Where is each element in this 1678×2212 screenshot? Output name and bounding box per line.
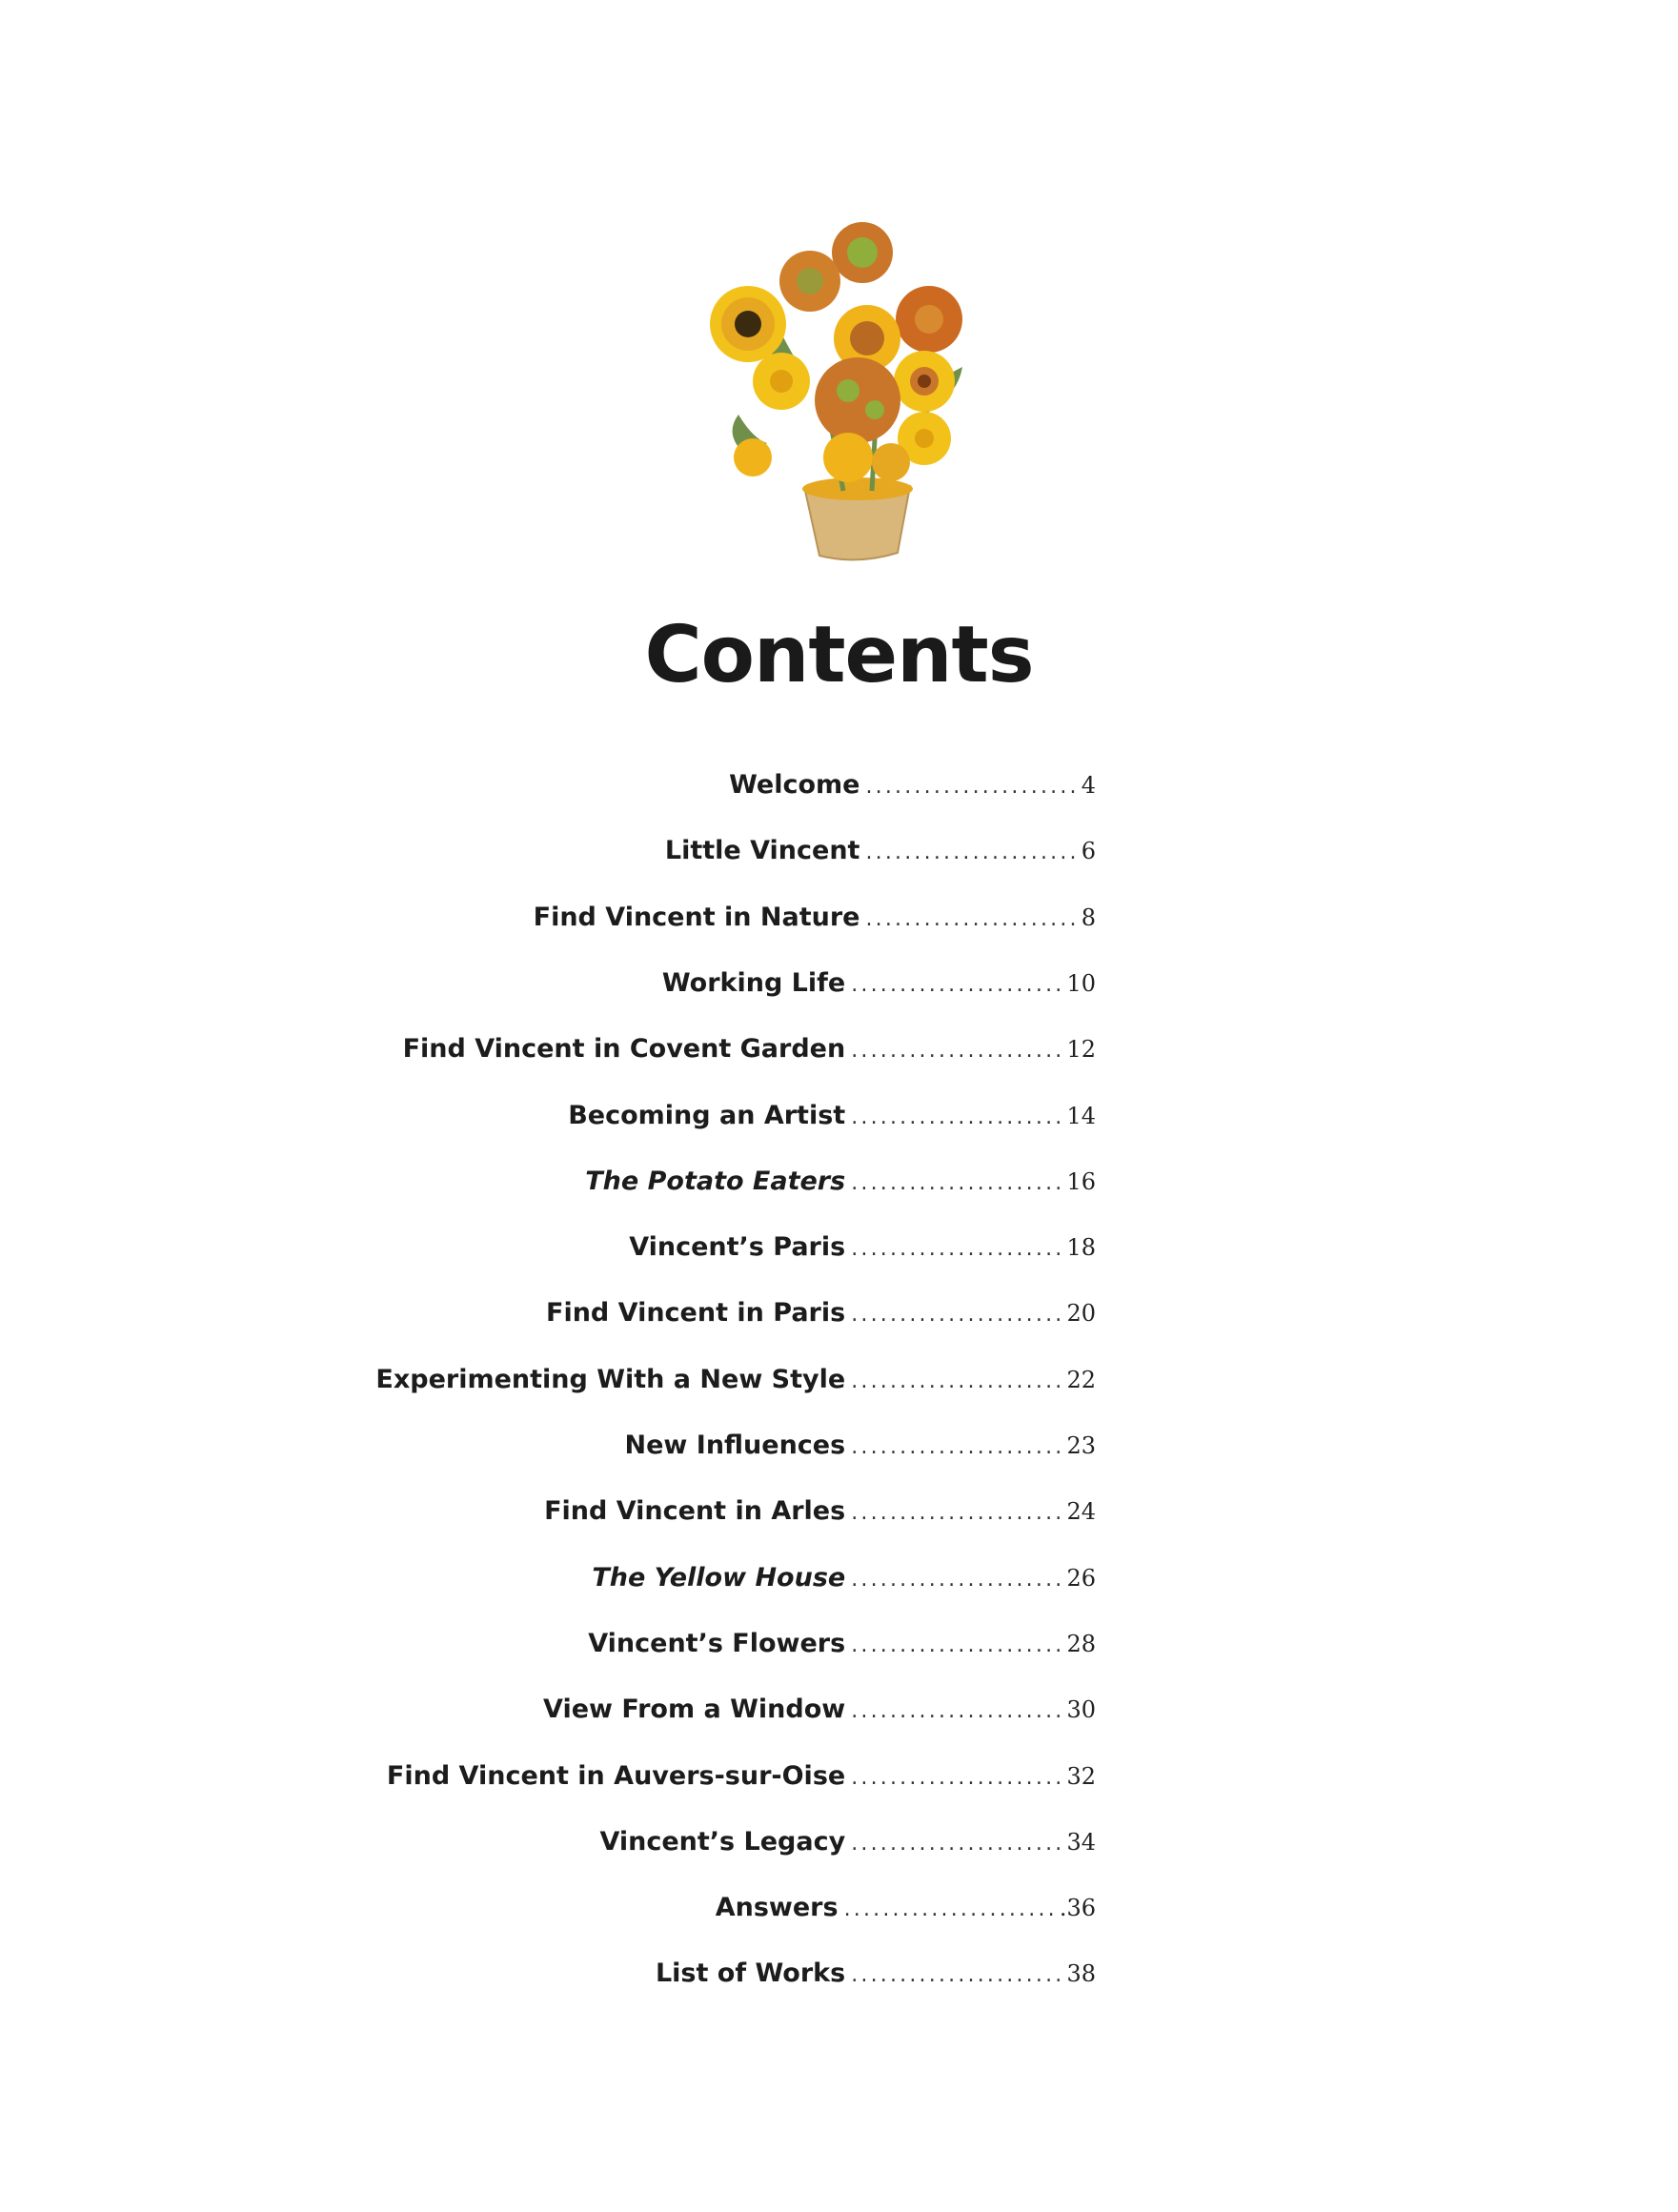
toc-leader-dots: ...................... [851, 1699, 1065, 1724]
toc-entry-title: The Yellow House [592, 1562, 846, 1593]
toc-entry[interactable] [665, 836, 1096, 874]
toc-entry-title: Find Vincent in Paris [546, 1298, 846, 1329]
toc-entry-title: Vincent’s Flowers [588, 1628, 846, 1658]
toc-entry-title: Find Vincent in Covent Garden [402, 1034, 846, 1065]
toc-page-number: 28 [1066, 1630, 1096, 1657]
toc-page-number: 8 [1081, 903, 1096, 931]
toc-entry[interactable] [387, 1761, 1096, 1799]
toc-leader-dots: ...................... [851, 1105, 1065, 1129]
toc-entry-title: Find Vincent in Auvers-sur-Oise [386, 1760, 846, 1791]
toc-leader-dots: ...................... [851, 1237, 1065, 1262]
page-title: Contents [644, 610, 1034, 700]
toc-entry-title: Answers [715, 1893, 839, 1923]
toc-entry[interactable] [599, 1827, 1096, 1865]
toc-page-number: 22 [1066, 1366, 1096, 1393]
sunflowers-vase-icon [686, 214, 1010, 567]
toc-entry-title: Experimenting With a New Style [375, 1364, 846, 1394]
toc-entry[interactable] [656, 1958, 1096, 1997]
toc-leader-dots: ...................... [851, 1831, 1065, 1856]
toc-page-number: 23 [1066, 1432, 1096, 1459]
toc-leader-dots: ...................... [851, 1039, 1065, 1064]
toc-page-number: 6 [1081, 838, 1096, 865]
toc-leader-dots: ...................... [865, 841, 1080, 865]
toc-page-number: 38 [1066, 1960, 1096, 1988]
toc-entry-title: Welcome [729, 770, 860, 800]
toc-entry-title: New Influences [624, 1431, 846, 1460]
toc-entry[interactable] [375, 1365, 1096, 1403]
toc-leader-dots: ...................... [843, 1897, 1058, 1922]
toc-entry[interactable] [592, 1563, 1096, 1601]
toc-entry[interactable] [568, 1101, 1096, 1139]
toc-leader-dots: ...................... [865, 775, 1080, 799]
toc-entry-title: Vincent’s Legacy [599, 1826, 846, 1857]
toc-entry-title: Little Vincent [664, 836, 860, 866]
toc-entry-title: Vincent’s Paris [629, 1232, 846, 1263]
toc-page-number: 12 [1066, 1036, 1096, 1064]
toc-leader-dots: ...................... [851, 1303, 1065, 1328]
toc-entry[interactable] [546, 1298, 1096, 1336]
toc-entry[interactable] [716, 1893, 1096, 1931]
toc-leader-dots: ...................... [851, 1501, 1065, 1526]
toc-entry-title: View From a Window [543, 1695, 846, 1725]
toc-page-number: 30 [1066, 1696, 1096, 1724]
toc-entry[interactable] [543, 1695, 1096, 1733]
toc-page-number: 18 [1066, 1234, 1096, 1262]
toc-entry-title: Find Vincent in Nature [533, 902, 860, 932]
toc-entry[interactable] [403, 1034, 1096, 1072]
toc-page-number: 24 [1066, 1498, 1096, 1526]
toc-page-number: 32 [1066, 1762, 1096, 1790]
toc-entry-title: Find Vincent in Arles [544, 1496, 846, 1527]
toc-leader-dots: ...................... [851, 972, 1065, 997]
toc-page-number: 20 [1066, 1300, 1096, 1328]
toc-entry[interactable] [625, 1431, 1096, 1469]
toc-leader-dots: ...................... [851, 1369, 1065, 1393]
toc-entry[interactable] [534, 903, 1096, 941]
toc-entry[interactable] [662, 968, 1096, 1006]
toc-page-number: 14 [1066, 1102, 1096, 1129]
toc-page-number: .36 [1059, 1895, 1096, 1922]
toc-entry-title: The Potato Eaters [585, 1166, 846, 1196]
toc-page-number: 34 [1066, 1828, 1096, 1856]
toc-leader-dots: ...................... [851, 1435, 1065, 1459]
toc-leader-dots: ...................... [851, 1765, 1065, 1790]
toc-leader-dots: ...................... [851, 1963, 1065, 1988]
toc-leader-dots: ...................... [851, 1567, 1065, 1592]
toc-entry[interactable] [585, 1167, 1096, 1205]
toc-entry-title: List of Works [655, 1958, 846, 1989]
toc-page-number: 10 [1066, 969, 1096, 997]
toc-page-number: 4 [1081, 772, 1096, 799]
toc-leader-dots: ...................... [865, 906, 1080, 931]
toc-entry-title: Working Life [661, 967, 846, 998]
toc-leader-dots: ...................... [851, 1633, 1065, 1657]
toc-entry[interactable] [629, 1232, 1096, 1270]
toc-entry[interactable] [544, 1496, 1096, 1534]
toc-leader-dots: ...................... [851, 1170, 1065, 1195]
toc-page-number: 26 [1066, 1564, 1096, 1592]
toc-page-number: 16 [1066, 1167, 1096, 1195]
toc-entry-title: Becoming an Artist [568, 1100, 846, 1130]
toc-entry[interactable] [588, 1629, 1096, 1667]
toc-entry[interactable] [729, 770, 1096, 808]
